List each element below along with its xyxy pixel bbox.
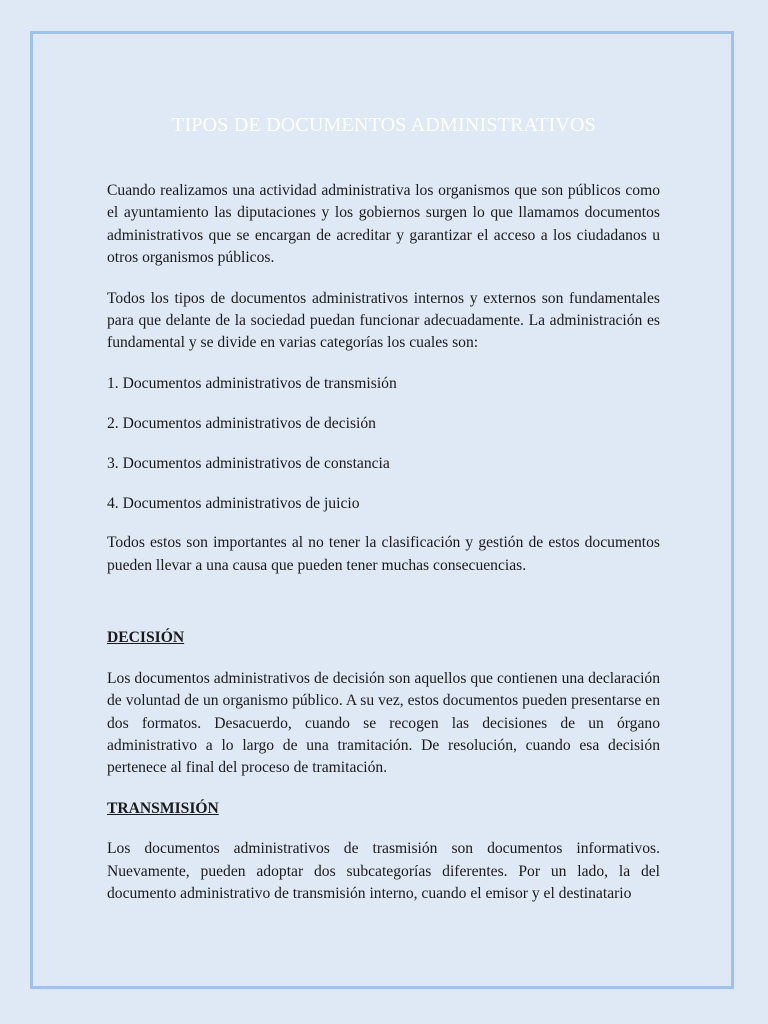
transmision-paragraph: Los documentos administrativos de trasmisión son documentos informativos. Nuevamente, pueden adoptar dos subcategorías diferentes. Por un lado, la del documento administrativo de transmisión interno, cuando el emisor y el destinatario [107,840,660,902]
list-item: 2. Documentos administrativos de decisión [107,414,376,432]
list-item: 3. Documentos administrativos de constancia [107,454,390,472]
intro-paragraph: Cuando realizamos una actividad administrativa los organismos que son públicos como el ayuntamiento las diputaciones y los gobiernos surgen lo que llamamos documentos administrativos que se encargan de acreditar y garantizar el acceso a los ciudadanos u otros organismos públicos. [107,182,660,267]
section-heading-decision: DECISIÓN [107,629,185,647]
categories-paragraph: Todos los tipos de documentos administrativos internos y externos son fundamentales para que delante de la sociedad puedan funcionar adecuadamente. La administración es fundamental y se divide en varias categorías los cuales son: [107,289,660,352]
importance-paragraph: Todos estos son importantes al no tener la clasificación y gestión de estos documentos pueden llevar a una causa que pueden tener muchas consecuencias. [107,534,660,574]
list-item: 4. Documentos administrativos de juicio [107,494,360,512]
section-heading-transmision: TRANSMISIÓN [107,799,219,817]
decision-paragraph: Los documentos administrativos de decisión son aquellos que contienen una declaración de voluntad de un organismo público. A su vez, estos documentos pueden presentarse en dos formatos. Desacuerdo, cuando se recogen las decisiones de un órgano administrativo a lo largo de una tramitación. De resolución, cuando esa decisión pertenece al final del proceso de tramitación. [107,669,660,777]
list-item: 1. Documentos administrativos de transmisión [107,374,397,392]
document-title: TIPOS DE DOCUMENTOS ADMINISTRATIVOS [172,114,596,136]
document-body [107,180,660,905]
